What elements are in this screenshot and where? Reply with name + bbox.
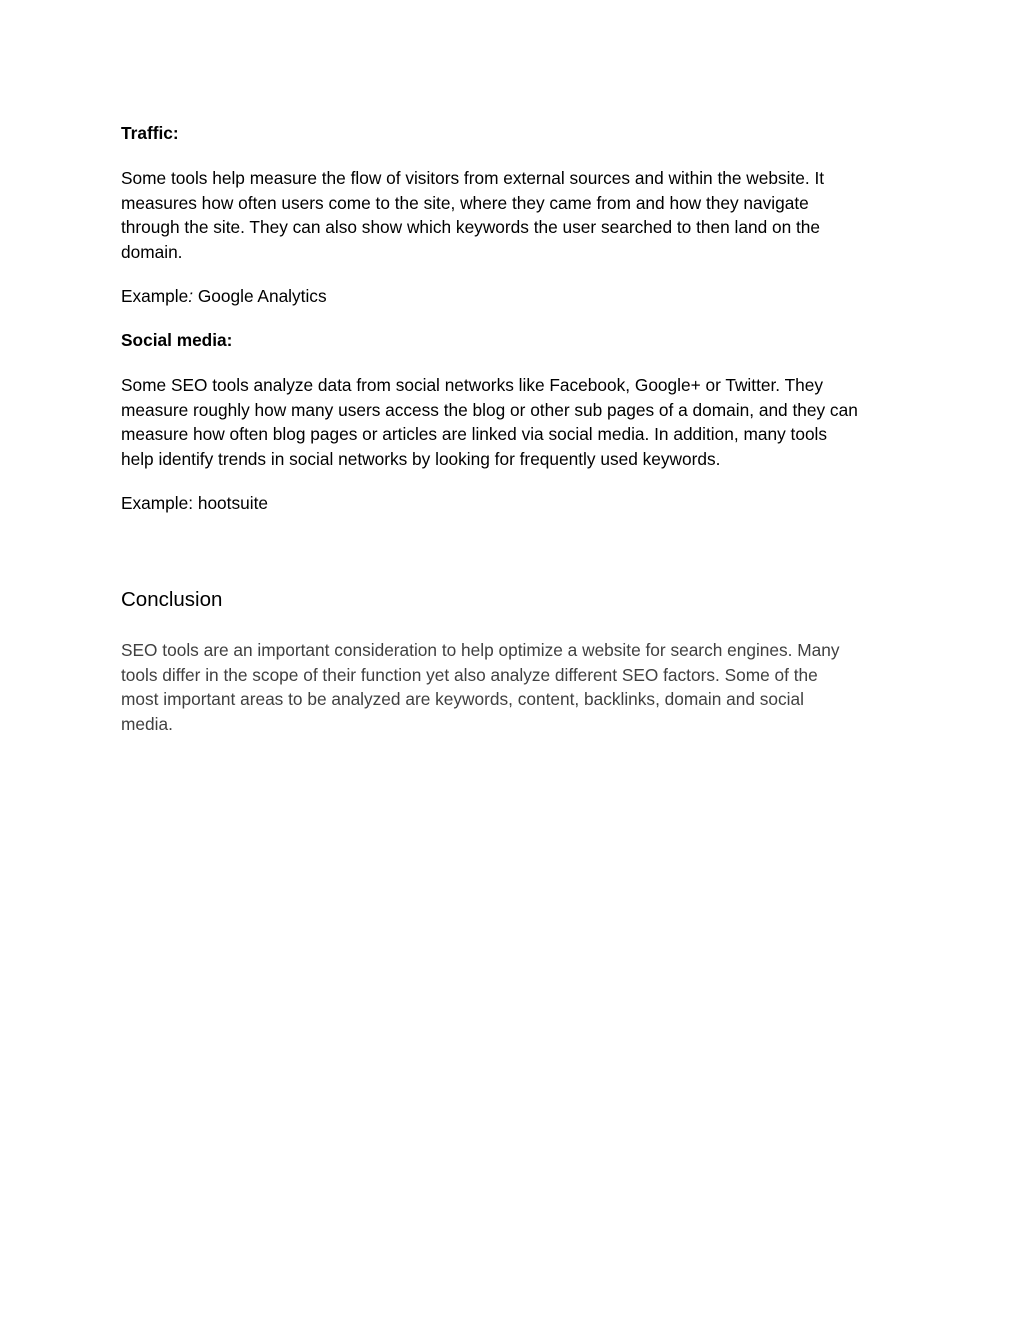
traffic-paragraph-line: domain.: [121, 241, 183, 262]
traffic-example-colon: :: [188, 286, 194, 306]
conclusion-paragraph-line: SEO tools are an important consideration to help optimize a website for search engines. Many: [121, 640, 840, 660]
conclusion-paragraph: [121, 638, 911, 736]
traffic-paragraph-line: measures how often users come to the site, where they came from and how they navigate: [121, 192, 809, 213]
traffic-paragraph-line: through the site. They can also show which keywords the user searched to then land on the: [121, 217, 821, 237]
social-media-paragraph-line: measure roughly how many users access the blog or other sub pages of a domain, and they can: [121, 399, 858, 420]
conclusion-heading: Conclusion: [121, 588, 223, 611]
traffic-example: [121, 284, 911, 309]
traffic-example-label: Example: [121, 286, 189, 306]
traffic-example-value: Google Analytics: [193, 286, 327, 306]
social-media-paragraph-line: help identify trends in social networks by looking for frequently used keywords.: [121, 448, 721, 469]
conclusion-paragraph-line: media.: [121, 713, 173, 734]
social-media-paragraph: [121, 373, 911, 471]
social-media-paragraph-line: Some SEO tools analyze data from social networks like Facebook, Google+ or Twitter. They: [121, 375, 823, 395]
social-media-heading: Social media:: [121, 330, 233, 350]
social-media-example: Example: hootsuite: [121, 493, 268, 513]
traffic-paragraph: [121, 166, 911, 264]
conclusion-paragraph-line: most important areas to be analyzed are keywords, content, backlinks, domain and social: [121, 689, 804, 709]
traffic-heading: Traffic:: [121, 123, 179, 143]
traffic-paragraph-line: Some tools help measure the flow of visitors from external sources and within the website. It: [121, 168, 825, 188]
social-media-paragraph-line: measure how often blog pages or articles are linked via social media. In addition, many tools: [121, 424, 828, 444]
conclusion-paragraph-line: tools differ in the scope of their function yet also analyze different SEO factors. Some of the: [121, 664, 818, 685]
